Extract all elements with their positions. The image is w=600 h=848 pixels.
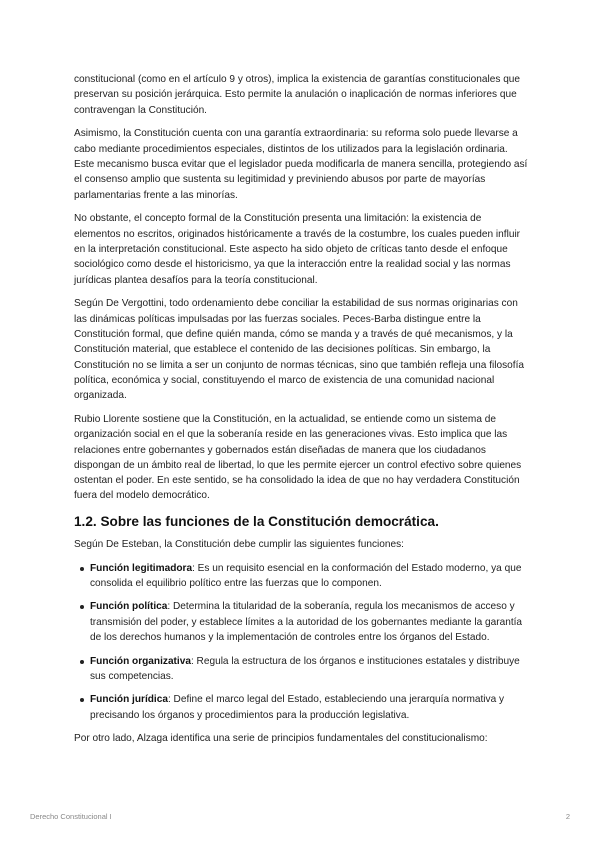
footer-title: Derecho Constitucional I bbox=[30, 812, 112, 821]
function-text: : Determina la titularidad de la soberanía, regula los mecanismos de acceso y transmisión del poder, y establece límites a la autoridad de los gobernantes mediante la garantía de los derechos humanos y la implementación de controles entre los órganos del Estado. bbox=[90, 601, 523, 643]
paragraph-continuation: constitucional (como en el artículo 9 y otros), implica la existencia de garantías constitucionales que preservan su posición jerárquica. Esto permite la anulación o inaplicación de normas inferiores que contravengan la Constitución. bbox=[74, 74, 521, 116]
function-term: Función política bbox=[90, 601, 168, 613]
function-term: Función organizativa bbox=[90, 655, 191, 667]
function-text: : Es un requisito esencial en la conformación del Estado moderno, ya que consolida el equilibrio político entre las fuerzas que lo componen. bbox=[90, 562, 522, 589]
paragraph-formal-limitation: No obstante, el concepto formal de la Constitución presenta una limitación: la existencia de elementos no escritos, originados históricamente a través de la costumbre, los cuales pueden influir en la interpretación constitucional. Este aspecto ha sido objeto de críticas tanto desde el enfoque sociológico como desde el historicismo, ya que la interacción entre la realidad social y las normas jurídicas plantea desafíos para la teoría constitucional. bbox=[74, 213, 521, 286]
paragraph-de-vergottini: Según De Vergottini, todo ordenamiento debe conciliar la estabilidad de sus normas originarias con las dinámicas políticas impulsadas por las fuerzas sociales. Peces-Barba distingue entre la Constitución formal, que define quién manda, cómo se manda y a través de qué mecanismos, y la Constitución material, que establece el contenido de las decisiones políticas. Sin embargo, la Constitución no se limita a ser un conjunto de normas técnicas, sino que también refleja una filosofía política, económica y social, constituyendo el marco de existencia de una comunidad nacional organizada. bbox=[74, 298, 524, 402]
document-body bbox=[74, 72, 530, 755]
functions-list bbox=[74, 561, 530, 724]
list-item bbox=[90, 692, 530, 723]
function-text: : Regula la estructura de los órganos e instituciones estatales y distribuye sus competencias. bbox=[90, 655, 520, 682]
paragraph-rubio-llorente: Rubio Llorente sostiene que la Constitución, en la actualidad, se entiende como un sistema de organización social en el que la soberanía reside en las generaciones vivas. Esto implica que las relaciones entre gobernantes y gobernados están diseñadas de manera que los ciudadanos dispongan de un ámbito real de libertad, lo que les permite ejercer un control efectivo sobre quienes ostentan el poder. En este sentido, se ha consolidado la idea de que no hay verdadera Constitución fuera del modelo democrático. bbox=[74, 413, 522, 502]
list-item bbox=[90, 561, 530, 592]
paragraph-reform-guarantee: Asimismo, la Constitución cuenta con una garantía extraordinaria: su reforma solo puede llevarse a cabo mediante procedimientos especiales, distintos de los utilizados para la legislación ordinaria. Este mecanismo busca evitar que el legislador pueda modificarla de manera sencilla, protegiendo así el consenso amplio que sustenta su legitimidad y previniendo abusos por parte de mayorías parlamentarias frente a las minorías. bbox=[74, 128, 528, 201]
function-text: : Define el marco legal del Estado, estableciendo una jerarquía normativa y precisando los órganos y procedimientos para la producción legislativa. bbox=[90, 694, 505, 721]
section-heading: 1.2. Sobre las funciones de la Constitución democrática. bbox=[74, 513, 439, 529]
list-item bbox=[90, 654, 530, 685]
function-term: Función legitimadora bbox=[90, 562, 193, 574]
closing-paragraph: Por otro lado, Alzaga identifica una serie de principios fundamentales del constitucionalismo: bbox=[74, 733, 488, 745]
page-number: 2 bbox=[565, 812, 570, 821]
list-item bbox=[90, 599, 530, 645]
function-term: Función jurídica bbox=[90, 694, 168, 706]
section-intro: Según De Esteban, la Constitución debe cumplir las siguientes funciones: bbox=[74, 538, 404, 550]
